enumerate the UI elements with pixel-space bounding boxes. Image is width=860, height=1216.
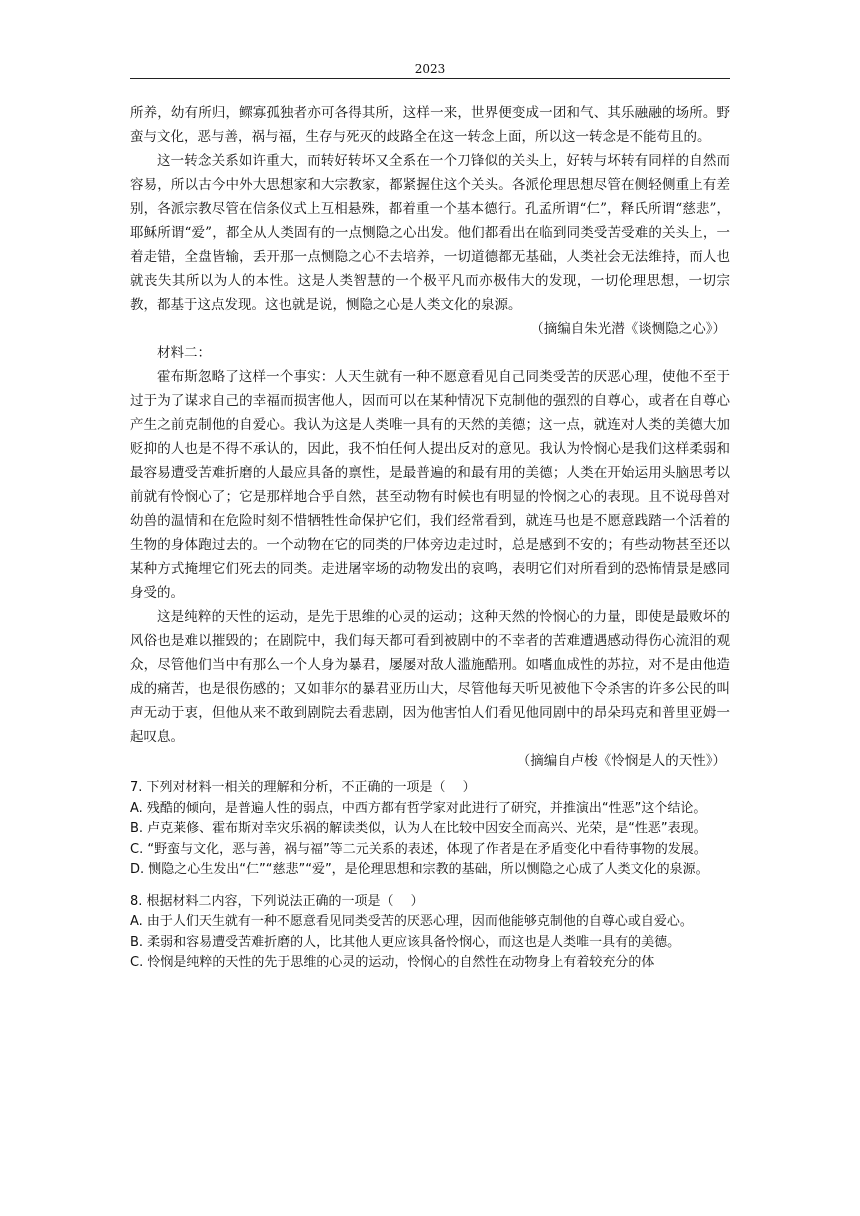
question-8-option-c: C. 怜悯是纯粹的天性的先于思维的心灵的运动，怜悯心的自然性在动物身上有着较充分的体 [130,955,655,970]
material-two-label: 材料二： [157,345,211,361]
question-7-option-b: B. 卢克莱修、霍布斯对幸灾乐祸的解读类似，认为人在比较中因安全而高兴、光荣，是“性恶”表现。 [130,821,707,836]
question-7-option-a: A. 残酷的倾向，是普遍人性的弱点，中西方都有哲学家对此进行了研究，并推演出“性恶”这个结论。 [130,800,707,816]
page-header-year: 2023 [414,62,446,76]
material-two-paragraph: 这是纯粹的天性的运动，是先于思维的心灵的运动；这种天然的怜悯心的力量，即使是最败坏的风俗也是难以摧毁的；在剧院中，我们每天都可看到被剧中的不幸者的苦难遭遇感动得伤心流泪的观众，尽管他们当中有那么一个人身为暴君，屡屡对敌人滥施酷刑。如嗜血成性的苏拉，对不是由他造成的痛苦，也是很伤感的；又如菲尔的暴君亚历山大，尽管他每天听见被他下令杀害的许多公民的叫声无动于衷，但他从来不敢到剧院去看悲剧，因为他害怕人们看见他同剧中的昂朵玛克和普里亚姆一起叹息。 [130,609,730,745]
material-two-paragraph: 霍布斯忽略了这样一个事实：人天生就有一种不愿意看见自己同类受苦的厌恶心理，使他不至于过于为了谋求自己的幸福而损害他人，因而可以在某种情况下克制他的强烈的自尊心，或者在自尊心产生之前克制他的自爱心。我认为这是人类唯一具有的天然的美德；这一点，就连对人类的美德大加贬抑的人也是不得不承认的，因此，我不怕任何人提出反对的意见。我认为怜悯心是我们这样柔弱和最容易遭受苦难折磨的人最应具备的禀性，是最普遍的和最有用的美德；人类在开始运用头脑思考以前就有怜悯心了；它是那样地合乎自然，甚至动物有时候也有明显的怜悯之心的表现。且不说母兽对幼兽的温情和在危险时刻不惜牺牲性命保护它们，我们经常看到，就连马也是不愿意践踏一个活着的生物的身体跑过去的。一个动物在它的同类的尸体旁边走过时，总是感到不安的；有些动物甚至还以某种方式掩埋它们死去的同类。走进屠宰场的动物发出的哀鸣，表明它们对所看到的恐怖情景是感同身受的。 [130,369,730,601]
question-7-option-d: D. 恻隐之心生发出“仁”“慈悲”“爱”，是伦理思想和宗教的基础，所以恻隐之心成了人类文化的泉源。 [130,862,709,877]
question-8 [130,892,730,974]
question-8-option-a: A. 由于人们天生就有一种不愿意看见同类受苦的厌恶心理，因而他能够克制他的自尊心或自爱心。 [130,914,693,929]
material-two [130,341,730,773]
material-two-citation: （摘编自卢梭《怜悯是人的天性》） [516,753,726,769]
spacer [130,881,730,892]
question-8-option-b: B. 柔弱和容易遭受苦难折磨的人，比其他人更应该具备怜悯心，而这也是人类唯一具有的美德。 [130,934,681,950]
material-one [130,101,730,341]
material-one-citation: （摘编自朱光潜《谈恻隐之心》） [530,321,726,337]
material-one-paragraph: 这一转念关系如许重大，而转好转坏又全系在一个刀锋似的关头上，好转与坏转有同样的自然而容易，所以古今中外大思想家和大宗教家，都紧握住这个关头。各派伦理思想尽管在侧轻侧重上有差别，各派宗教尽管在信条仪式上互相悬殊，都着重一个基本德行。孔孟所谓“仁”，释氏所谓“慈悲”，耶稣所谓“爱”，都全从人类固有的一点恻隐之心出发。他们都看出在临到同类受苦受难的关头上，一着走错，全盘皆输，丢开那一点恻隐之心不去培养，一切道德都无基础，人类社会无法维持，而人也就丧失其所以为人的本性。这是人类智慧的一个极平凡而亦极伟大的发现，一切伦理思想，一切宗教，都基于这点发现。这也就是说，恻隐之心是人类文化的泉源。 [130,153,730,313]
question-7-option-c: C. “野蛮与文化，恶与善，祸与福”等二元关系的表述，体现了作者是在矛盾变化中看待事物的发展。 [130,841,707,857]
question-7 [130,778,730,881]
header-divider [130,78,730,79]
document-body [130,101,730,974]
material-one-continued-paragraph: 所养，幼有所归，鳏寡孤独者亦可各得其所，这样一来，世界便变成一团和气、其乐融融的场所。野蛮与文化，恶与善，祸与福，生存与死灭的歧路全在这一转念上面，所以这一转念是不能苟且的。 [130,105,730,145]
question-8-stem: 8. 根据材料二内容，下列说法正确的一项是（ ） [130,893,424,909]
question-7-stem: 7. 下列对材料一相关的理解和分析，不正确的一项是（ ） [130,780,476,795]
